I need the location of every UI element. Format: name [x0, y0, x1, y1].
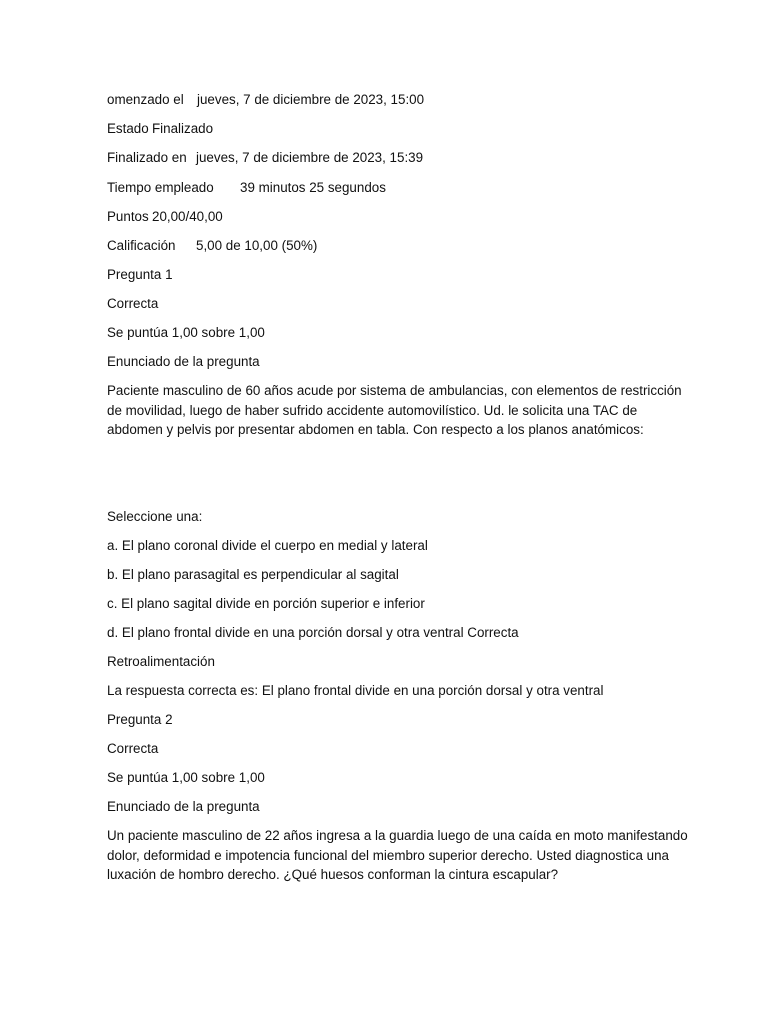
- state-label: Estado: [107, 121, 149, 136]
- grade-value: 5,00 de 10,00 (50%): [196, 238, 318, 253]
- q1-statement-line: de movilidad, luego de haber sufrido accidente automovilístico. Ud. le solicita una TAC de: [107, 402, 638, 418]
- state-row: [107, 120, 213, 138]
- time-value: 39 minutos 25 segundos: [240, 180, 386, 195]
- grade-label: Calificación: [107, 238, 176, 253]
- points-value: 20,00/40,00: [152, 209, 223, 224]
- q1-feedback-text: La respuesta correcta es: El plano frontal divide en una porción dorsal y otra ventral: [107, 683, 604, 698]
- q1-title: Pregunta 1: [107, 267, 173, 282]
- q1-statement: [107, 381, 682, 440]
- finished-value: jueves, 7 de diciembre de 2023, 15:39: [196, 150, 424, 165]
- q1-status: Correcta: [107, 296, 159, 311]
- q1-statement-line: Paciente masculino de 60 años acude por sistema de ambulancias, con elementos de restricción: [107, 383, 682, 398]
- q1-score: Se puntúa 1,00 sobre 1,00: [107, 325, 265, 340]
- q2-title: Pregunta 2: [107, 712, 173, 727]
- q1-option-d: d. El plano frontal divide en una porción dorsal y otra ventral Correcta: [107, 625, 519, 640]
- started-value: jueves, 7 de diciembre de 2023, 15:00: [197, 92, 425, 107]
- q1-option-a: a. El plano coronal divide el cuerpo en medial y lateral: [107, 538, 428, 553]
- state-value: Finalizado: [152, 121, 214, 136]
- q2-statement: [107, 826, 688, 885]
- q1-statement-label: Enunciado de la pregunta: [107, 354, 260, 369]
- q2-statement-line: luxación de hombro derecho. ¿Qué huesos conforman la cintura escapular?: [107, 867, 559, 882]
- q2-score: Se puntúa 1,00 sobre 1,00: [107, 770, 265, 785]
- q1-option-c: c. El plano sagital divide en porción superior e inferior: [107, 596, 425, 611]
- q2-status: Correcta: [107, 741, 159, 756]
- started-label: omenzado el: [107, 92, 184, 107]
- q1-feedback-label: Retroalimentación: [107, 654, 215, 669]
- q2-statement-label: Enunciado de la pregunta: [107, 799, 260, 814]
- grade-row: [107, 237, 317, 255]
- time-row: [107, 179, 386, 197]
- q1-option-b: b. El plano parasagital es perpendicular al sagital: [107, 567, 399, 582]
- points-label: Puntos: [107, 209, 149, 224]
- points-row: [107, 208, 223, 226]
- finished-label: Finalizado en: [107, 150, 187, 165]
- time-label: Tiempo empleado: [107, 180, 214, 195]
- q1-statement-line: abdomen y pelvis por presentar abdomen en tabla. Con respecto a los planos anatómicos:: [107, 422, 644, 437]
- q2-statement-line: dolor, deformidad e impotencia funcional del miembro superior derecho. Usted diagnostica una: [107, 847, 669, 863]
- q2-statement-line: Un paciente masculino de 22 años ingresa a la guardia luego de una caída en moto manifestando: [107, 828, 688, 843]
- started-row: [107, 91, 424, 109]
- q1-select-label: Seleccione una:: [107, 509, 203, 524]
- finished-row: [107, 149, 423, 167]
